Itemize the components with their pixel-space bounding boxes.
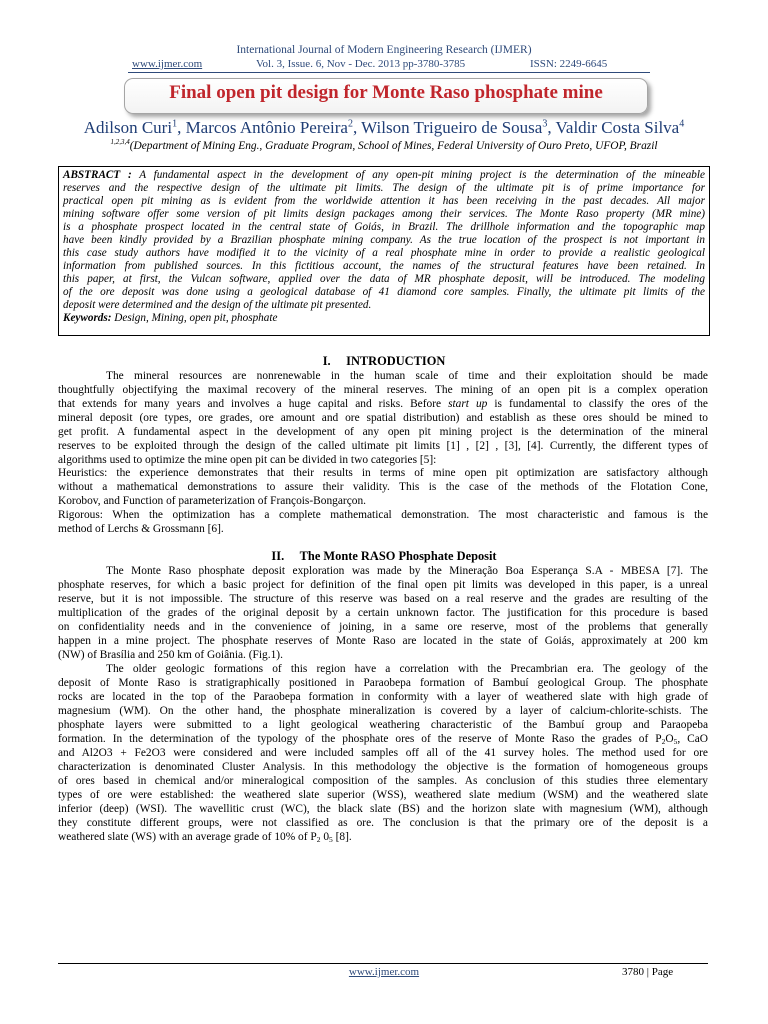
section-number: II. [271, 549, 285, 563]
body-line: The older geologic formations of this region have a correlation with the Precambrian era. The geology of the [106, 663, 708, 675]
footer-divider [58, 963, 708, 964]
page-number: 3780 | Page [622, 966, 674, 978]
body-line: happen in a mine project. The phosphate reserves of Monte Raso are located in the state of Goiás, approximately at 200 km [58, 635, 708, 647]
affiliation-superscript: 1,2,3,4 [110, 138, 130, 146]
abstract-line: this case study authors have modified it to the vicinity of a real phosphate mine in order to provide a realistic geological [63, 247, 705, 259]
section-heading-deposit [0, 549, 768, 564]
body-line: phosphate layers were submitted to a light geological weathering characteristic of the Bambuí group and Paraopeba [58, 719, 708, 731]
body-line: thoughtfully objectifying the maximal recovery of the mineral reserves. The mining of an open pit is a complex operation [58, 384, 708, 396]
abstract-line: have been kindly provided by a Brazilian phosphate mining company. As the true location of the prospect is not important in [63, 234, 705, 246]
abstract-line: is a phosphate prospect located in the central state of Goiás, in Brazil. The drillhole information and the topographic map [63, 221, 705, 233]
author-superscript: 1 [172, 118, 178, 130]
body-line: Korobov, and Function of parameterization of François-Bongarçon. [58, 495, 366, 507]
body-line: Rigorous: When the optimization has a complete mathematical demonstration. The most characteristic and famous is the [58, 509, 708, 521]
section-number: I. [322, 354, 331, 368]
body-line: multiplication of the grades of the original deposit by a certain unknown factor. The justification for this procedure is based [58, 607, 708, 619]
body-line: inferior (deep) (WSI). The wavellitic crust (WC), the black slate (BS) and the horizon slate with magnesium (WM), although [58, 803, 708, 815]
journal-name: International Journal of Modern Engineering Research (IJMER) [236, 44, 532, 56]
abstract-line: practical open pit mining as is evident from the worldwide attention it has been receiving in the past decades. All major [63, 195, 705, 207]
body-line: Heuristics: the experience demonstrates that their results in terms of mine open pit optimization are satisfactory although [58, 467, 708, 479]
author-superscript: 3 [542, 118, 548, 130]
body-line: types of ore were established: the weathered slate superior (WSS), weathered slate medium (WSM) and the weathered slate [58, 789, 708, 801]
issn: ISSN: 2249-6645 [530, 58, 608, 70]
body-line: The Monte Raso phosphate deposit exploration was made by the Mineração Boa Esperança S.A - MBESA [7]. The [106, 565, 708, 577]
keywords-label: Keywords: [63, 312, 112, 324]
abstract-line: of the ore deposit was done using a geological database of 41 diamond core samples. Finally, the ultimate pit limits of the [63, 286, 705, 298]
body-line: algorithms used to optimize the mine open pit can be divided in two categories [5]: [58, 454, 437, 466]
body-line: of ores based in chemical and/or mineralogical composition of the samples. As conclusion of this studies three elementary [58, 775, 708, 787]
abstract-line: deposit were determined and the design of the ultimate pit presented. [63, 299, 372, 311]
body-line: weathered slate (WS) with an average grade of 10% of $P_2$ $0_5$ [8]. [58, 831, 352, 844]
author-name: Adilson Curi [83, 118, 173, 137]
abstract-line: mining software offer some version of pit limits design packages among their services. The Monte Raso property (MR mine) [63, 208, 705, 220]
keywords-text: Design, Mining, open pit, phosphate [114, 312, 278, 324]
body-line: formation. In the determination of the typology of the phosphate ores of the reserve of Monte Raso the grades of $P_2O_5$, CaO [58, 733, 709, 746]
body-line: they constitute different groups, were not classified as ore. The conclusion is that the primary ore of the deposit is a [58, 817, 708, 829]
author-name: Wilson Trigueiro de Sousa [361, 118, 543, 137]
body-line: The mineral resources are nonrenewable in the human scale of time and their exploitation should be made [106, 370, 708, 382]
author-name: Valdir Costa Silva [555, 118, 680, 137]
abstract-line: reserves and the respective design of the ultimate pit limits. The design of the ultimate pit is of prime importance for [63, 182, 705, 194]
body-line: characterization is denominated Cluster Analysis. In this methodology the objective is the formation of homogeneous groups [58, 761, 708, 773]
body-line: and Al2O3 + Fe2O3 were considered and were included samples off all of the 41 survey holes. The method used for ore [58, 747, 708, 759]
abstract-line: ABSTRACT : A fundamental aspect in the development of any open-pit mining project is the determination of the mineable [63, 169, 705, 181]
section-title: The Monte RASO Phosphate Deposit [299, 549, 497, 563]
paper-title: Final open pit design for Monte Raso phosphate mine [169, 82, 603, 103]
volume-info: Vol. 3, Issue. 6, Nov - Dec. 2013 pp-3780-3785 [256, 58, 466, 70]
body-line: without a mathematical demonstrations to assure their validity. This is the case of the methods of the Flotation Cone, [58, 481, 708, 493]
body-line: phosphate reserves, for which a basic project for definition of the final open pit limits was developed in this paper, is a unreal [58, 579, 708, 591]
body-line: method of Lerchs & Grossmann [6]. [58, 523, 224, 535]
author-superscript: 2 [347, 118, 353, 130]
body-line: (NW) of Brasília and 250 km of Goiânia. (Fig.1). [58, 649, 283, 661]
body-line: rocks are located in the top of the Paraobepa formation in conformity with a layer of weathered slate with high grade of [58, 691, 708, 703]
body-line: that extends for many years and involves a huge capital and risks. Before start up is fundamental to classify the ores of the [58, 398, 708, 410]
author-superscript: 4 [679, 118, 685, 130]
abstract-line: this paper, at first, the Vulcan software, applied over the data of MR phosphate deposit, will be introduced. The modeling [63, 273, 705, 285]
abstract-line: information from published sources. In this fictitious account, the names of the structural features have been retained. In [63, 260, 705, 272]
footer-website-link[interactable]: www.ijmer.com [348, 966, 420, 978]
author-name: Marcos Antônio Pereira [185, 118, 348, 137]
journal-website-link[interactable]: www.ijmer.com [132, 58, 203, 70]
affiliation [0, 138, 768, 152]
abstract-box [58, 166, 710, 336]
keywords-line [63, 312, 705, 325]
section-title: INTRODUCTION [346, 354, 446, 368]
section-heading-introduction [0, 354, 768, 369]
body-line: on confidentiality needs and in the convenience of joining, in a same ore reserve, most of the problems that generally [58, 621, 708, 633]
header-divider [128, 72, 650, 73]
body-line: magnesium (WM). On the other hand, the phosphate mineralization is covered by a layer of calcium-chlorite-schists. The [58, 705, 708, 717]
italic-term: start up [448, 398, 488, 410]
author-list: Adilson Curi$^1$, Marcos Antônio Pereira$^2$, Wilson Trigueiro de Sousa$^3$, Valdir Costa Silva$^4$ [83, 118, 685, 137]
affiliation-text: (Department of Mining Eng., Graduate Program, School of Mines, Federal University of Ouro Preto, UFOP, Brazil [129, 139, 658, 152]
body-line: reserve, but it is not impossible. The structure of this reserve was based on a real reserve and the grades are resulting of the [58, 593, 708, 605]
body-line: reserves to be exploited through the design of the called ultimate pit limits [1] , [2] , [3], [4]. Currently, the different types of [58, 440, 708, 452]
body-line: deposit of Monte Raso is stratigraphically positioned in Paraobepa formation of Bambuí geological Group. The phosphate [58, 677, 708, 689]
body-line: get profit. A fundamental aspect in the development of any open pit mining project is the determination of the mineral [58, 426, 708, 438]
body-line: mineral deposit (ore types, ore grades, ore amount and ore spatial distribution) and establish as these ores should be mined to [58, 412, 708, 424]
abstract-label: ABSTRACT : [63, 169, 132, 181]
